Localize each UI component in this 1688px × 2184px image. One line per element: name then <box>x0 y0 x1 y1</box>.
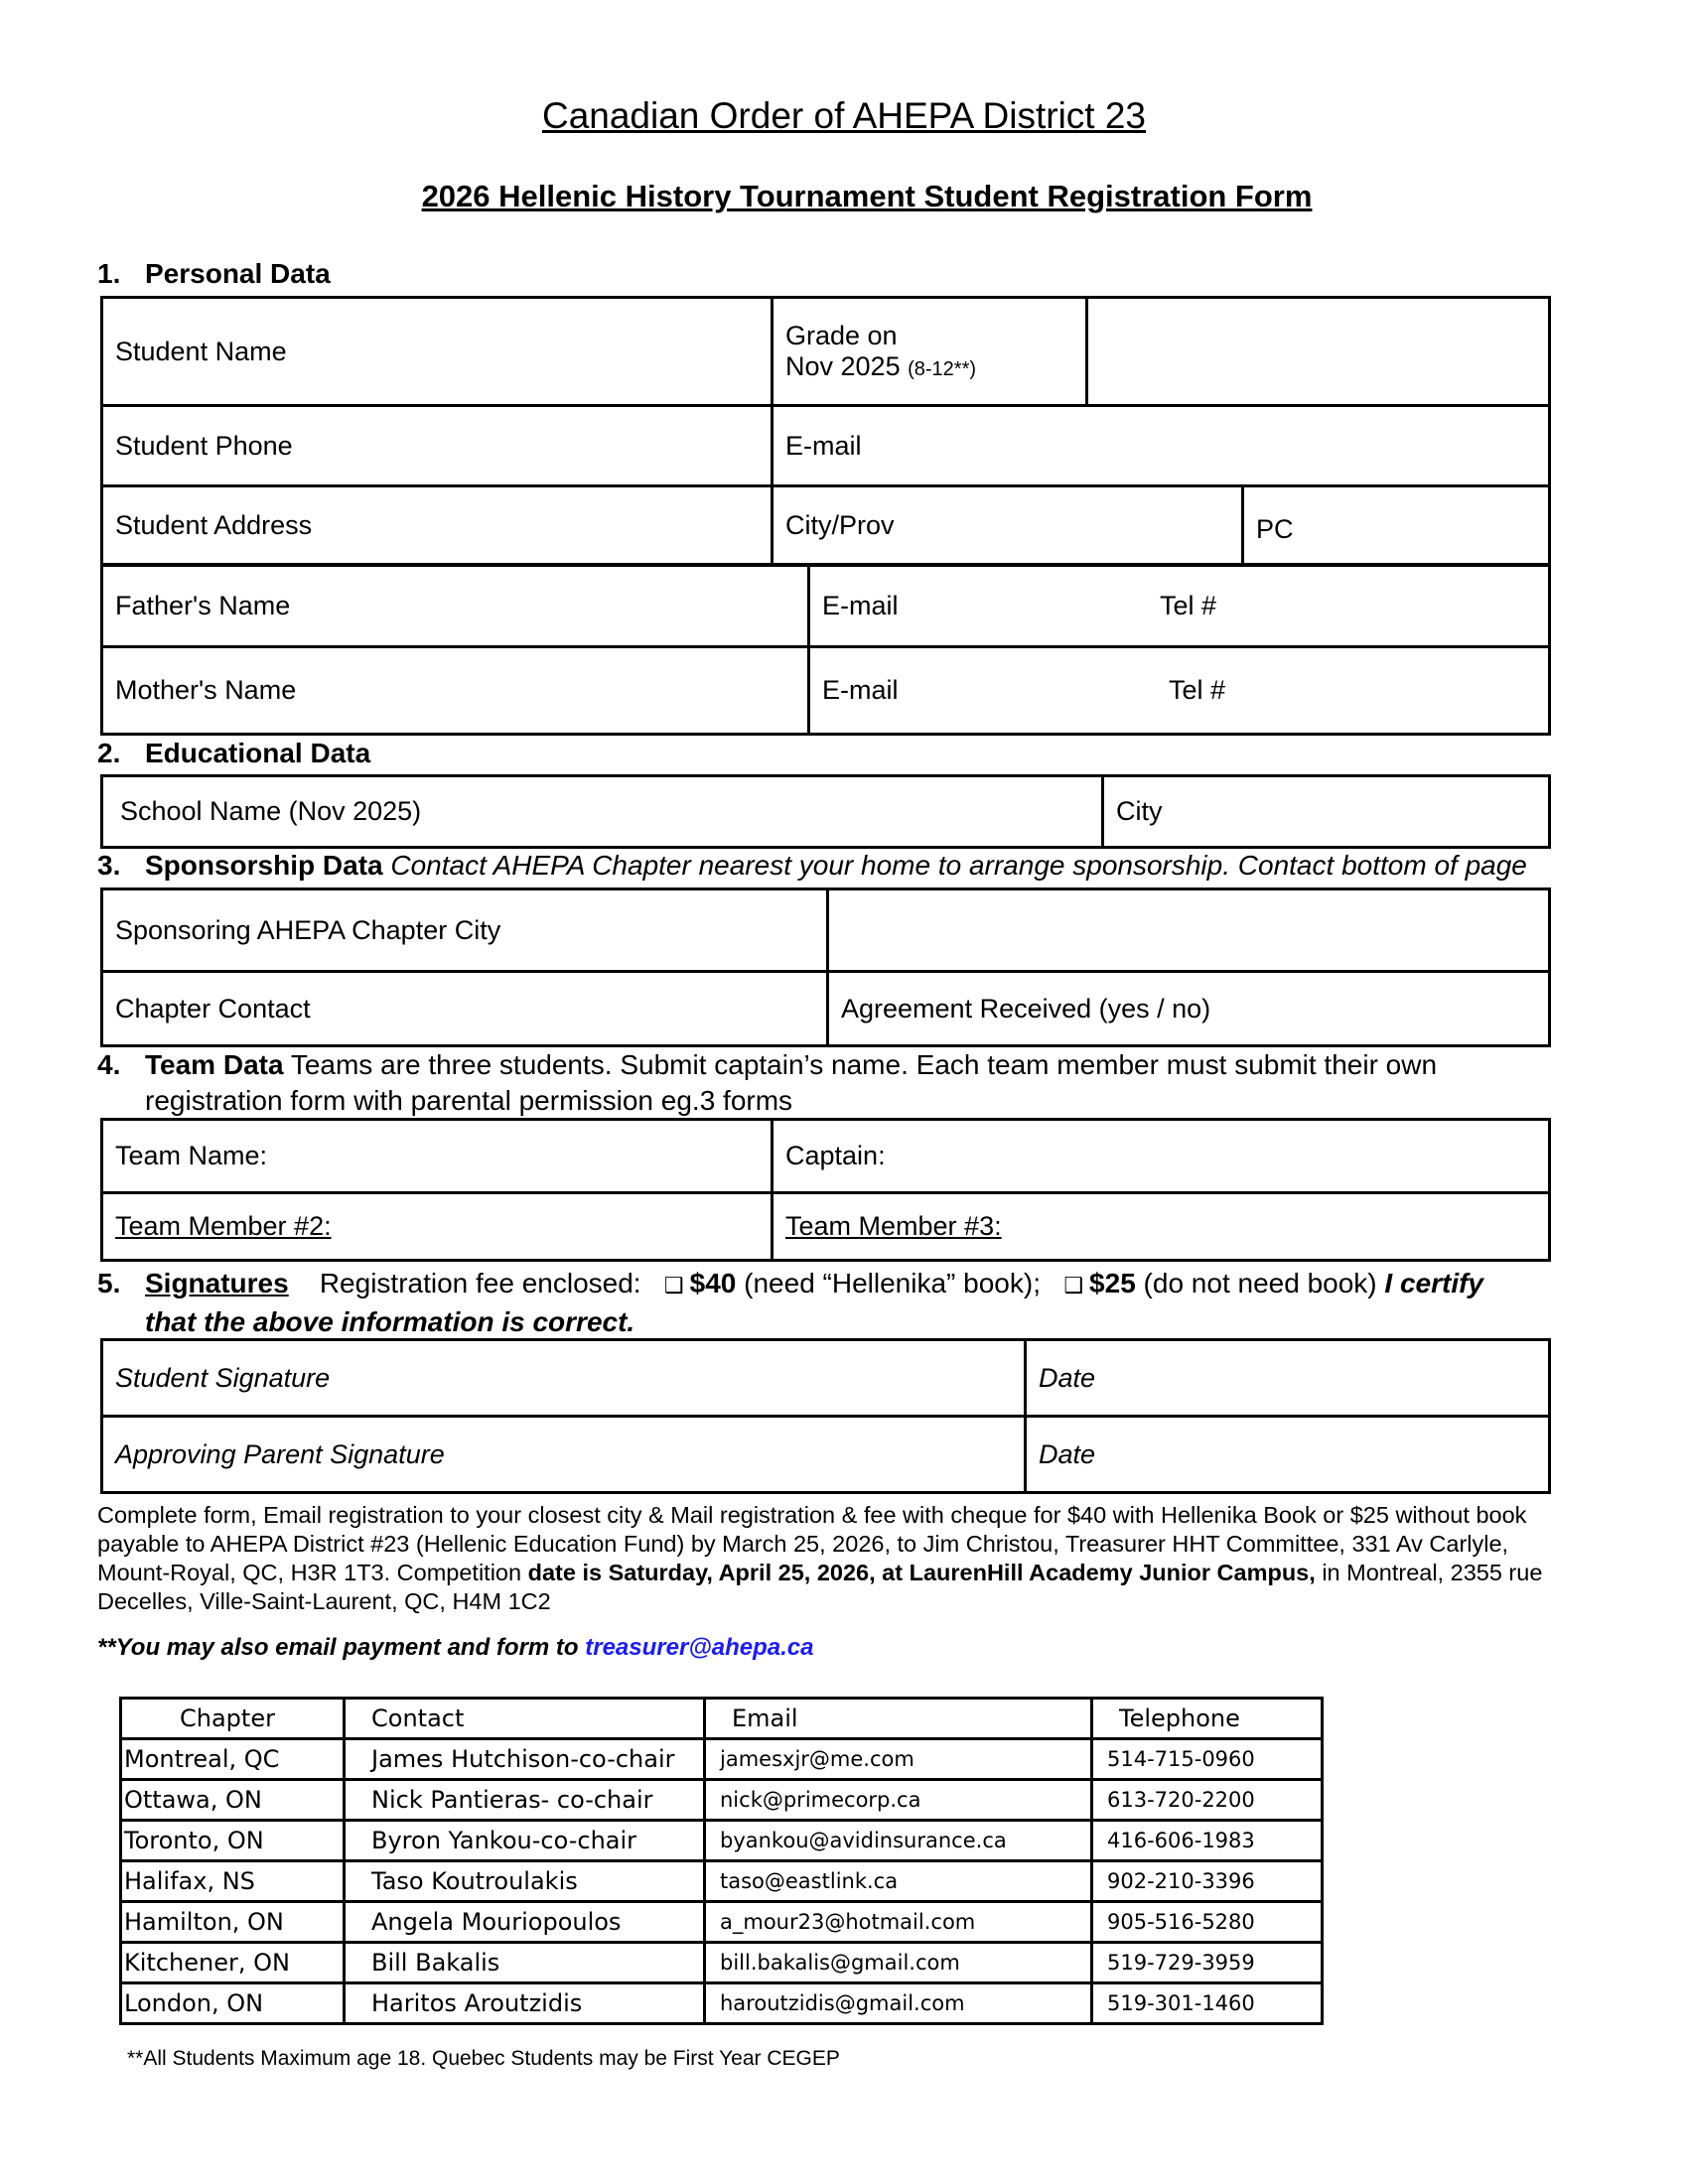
telephone-cell: 902-210-3396 <box>1092 1861 1323 1902</box>
instructions-paragraph: Complete form, Email registration to your closest city & Mail registration & fee with cheque for $40 with Hellenika Book or $25 without book payable to AHEPA District #23 (Hellenic Education Fund) by March 25, 2026, to Jim Christou, Treasurer HHT Committee, 331 Av Carlyle, Mount-Royal, QC, H3R 1T3. Competition date is Saturday, April 25, 2026, at LaurenHill Academy Junior Campus, in Montreal, 2355 rue Decelles, Ville-Saint-Laurent, QC, H4M 1C2 <box>97 1502 1543 1614</box>
sponsor-chapter-city-label: Sponsoring AHEPA Chapter City <box>102 889 828 972</box>
section-signatures-heading: 5. Signatures Registration fee enclosed: ❑ $40 (need “Hellenika” book); ❑ $25 (do not need book) I certify that the above information is correct. <box>97 1268 1483 1337</box>
personal-data-table <box>100 296 1551 567</box>
chapter-cell: Montreal, QC <box>121 1739 345 1780</box>
email-cell[interactable]: taso@eastlink.ca <box>705 1861 1092 1902</box>
parent-signature-field[interactable]: Approving Parent Signature <box>102 1417 1026 1493</box>
contacts-header-cell: Chapter <box>121 1699 345 1739</box>
form-subtitle: 2026 Hellenic History Tournament Student Registration Form <box>421 179 1313 213</box>
contact-cell: Nick Pantieras- co-chair <box>345 1780 705 1821</box>
chapter-cell: Halifax, NS <box>121 1861 345 1902</box>
contacts-row <box>121 1739 1323 1780</box>
contact-cell: Angela Mouriopoulos <box>345 1902 705 1943</box>
contact-cell: James Hutchison-co-chair <box>345 1739 705 1780</box>
contacts-header-cell: Contact <box>345 1699 705 1739</box>
chapter-cell: Ottawa, ON <box>121 1780 345 1821</box>
telephone-cell: 519-729-3959 <box>1092 1943 1323 1983</box>
email-cell[interactable]: bill.bakalis@gmail.com <box>705 1943 1092 1983</box>
contacts-row <box>121 1902 1323 1943</box>
email-cell[interactable]: nick@primecorp.ca <box>705 1780 1092 1821</box>
school-city-field[interactable]: City <box>1103 776 1550 848</box>
contacts-header-cell: Email <box>705 1699 1092 1739</box>
contacts-row <box>121 1861 1323 1902</box>
email-cell[interactable]: byankou@avidinsurance.ca <box>705 1821 1092 1861</box>
contacts-row <box>121 1983 1323 2024</box>
chapter-cell: Hamilton, ON <box>121 1902 345 1943</box>
grade-field[interactable] <box>1087 298 1550 406</box>
telephone-cell: 416-606-1983 <box>1092 1821 1323 1861</box>
sponsorship-table <box>100 887 1551 1047</box>
chapter-cell: Kitchener, ON <box>121 1943 345 1983</box>
telephone-cell: 905-516-5280 <box>1092 1902 1323 1943</box>
telephone-cell: 519-301-1460 <box>1092 1983 1323 2024</box>
father-name-field[interactable]: Father's Name <box>102 565 809 647</box>
team-name-field[interactable]: Team Name: <box>102 1120 773 1193</box>
treasurer-email-link[interactable]: treasurer@ahepa.ca <box>585 1634 814 1661</box>
student-address-field[interactable]: Student Address <box>102 486 773 566</box>
contact-cell: Taso Koutroulakis <box>345 1861 705 1902</box>
contacts-row <box>121 1821 1323 1861</box>
mother-tel-field[interactable]: Tel # <box>1160 647 1550 735</box>
mother-name-field[interactable]: Mother's Name <box>102 647 809 735</box>
contact-cell: Byron Yankou-co-chair <box>345 1821 705 1861</box>
email-cell[interactable]: haroutzidis@gmail.com <box>705 1983 1092 2024</box>
section-education-heading: 2. Educational Data <box>97 738 371 768</box>
student-phone-field[interactable]: Student Phone <box>102 406 773 486</box>
page-title: Canadian Order of AHEPA District 23 <box>541 95 1147 136</box>
contacts-row <box>121 1780 1323 1821</box>
father-tel-field[interactable]: Tel # <box>1160 565 1550 647</box>
signatures-table <box>100 1338 1551 1494</box>
chapter-cell: Toronto, ON <box>121 1821 345 1861</box>
fee-25-checkbox-icon[interactable]: ❑ <box>1063 1273 1084 1297</box>
telephone-cell: 613-720-2200 <box>1092 1780 1323 1821</box>
team-member-3-field[interactable]: Team Member #3: <box>773 1193 1550 1261</box>
section-team-heading: 4. Team Data Teams are three students. Submit captain’s name. Each team member must submit their own registration form with parental permission eg.3 forms <box>97 1049 1438 1116</box>
telephone-cell: 514-715-0960 <box>1092 1739 1323 1780</box>
agreement-received-field[interactable]: Agreement Received (yes / no) <box>828 972 1550 1046</box>
contacts-header-row <box>121 1699 1323 1739</box>
chapter-cell: London, ON <box>121 1983 345 2024</box>
email-cell[interactable]: jamesxjr@me.com <box>705 1739 1092 1780</box>
postal-code-field[interactable]: PC <box>1243 486 1550 566</box>
student-email-field[interactable]: E-mail <box>773 406 1550 486</box>
grade-label: Grade on Nov 2025 (8-12**) <box>773 298 1087 406</box>
sponsor-chapter-city-field[interactable] <box>828 889 1550 972</box>
education-table <box>100 774 1551 849</box>
fee-40-checkbox-icon[interactable]: ❑ <box>663 1273 684 1297</box>
captain-field[interactable]: Captain: <box>773 1120 1550 1193</box>
email-cell[interactable]: a_mour23@hotmail.com <box>705 1902 1092 1943</box>
contacts-row <box>121 1943 1323 1983</box>
school-name-field[interactable]: School Name (Nov 2025) <box>102 776 1103 848</box>
contact-cell: Bill Bakalis <box>345 1943 705 1983</box>
team-table <box>100 1118 1551 1262</box>
contacts-header-cell: Telephone <box>1092 1699 1323 1739</box>
student-date-field[interactable]: Date <box>1026 1340 1550 1417</box>
footnote: **All Students Maximum age 18. Quebec Students may be First Year CEGEP <box>127 2047 840 2070</box>
team-member-2-field[interactable]: Team Member #2: <box>102 1193 773 1261</box>
city-prov-field[interactable]: City/Prov <box>773 486 1243 566</box>
student-signature-field[interactable]: Student Signature <box>102 1340 1026 1417</box>
section-sponsorship-heading: 3. Sponsorship Data Contact AHEPA Chapter nearest your home to arrange sponsorship. Contact bottom of page <box>97 850 1527 881</box>
parents-table <box>100 563 1551 736</box>
father-email-field[interactable]: E-mail <box>809 565 1161 647</box>
chapter-contacts-table <box>119 1697 1324 2025</box>
section-personal-heading: 1. Personal Data <box>97 258 331 289</box>
student-name-field[interactable]: Student Name <box>102 298 773 406</box>
email-note: **You may also email payment and form to treasurer@ahepa.ca <box>97 1634 814 1661</box>
mother-email-field[interactable]: E-mail <box>809 647 1161 735</box>
contact-cell: Haritos Aroutzidis <box>345 1983 705 2024</box>
chapter-contact-field[interactable]: Chapter Contact <box>102 972 828 1046</box>
parent-date-field[interactable]: Date <box>1026 1417 1550 1493</box>
